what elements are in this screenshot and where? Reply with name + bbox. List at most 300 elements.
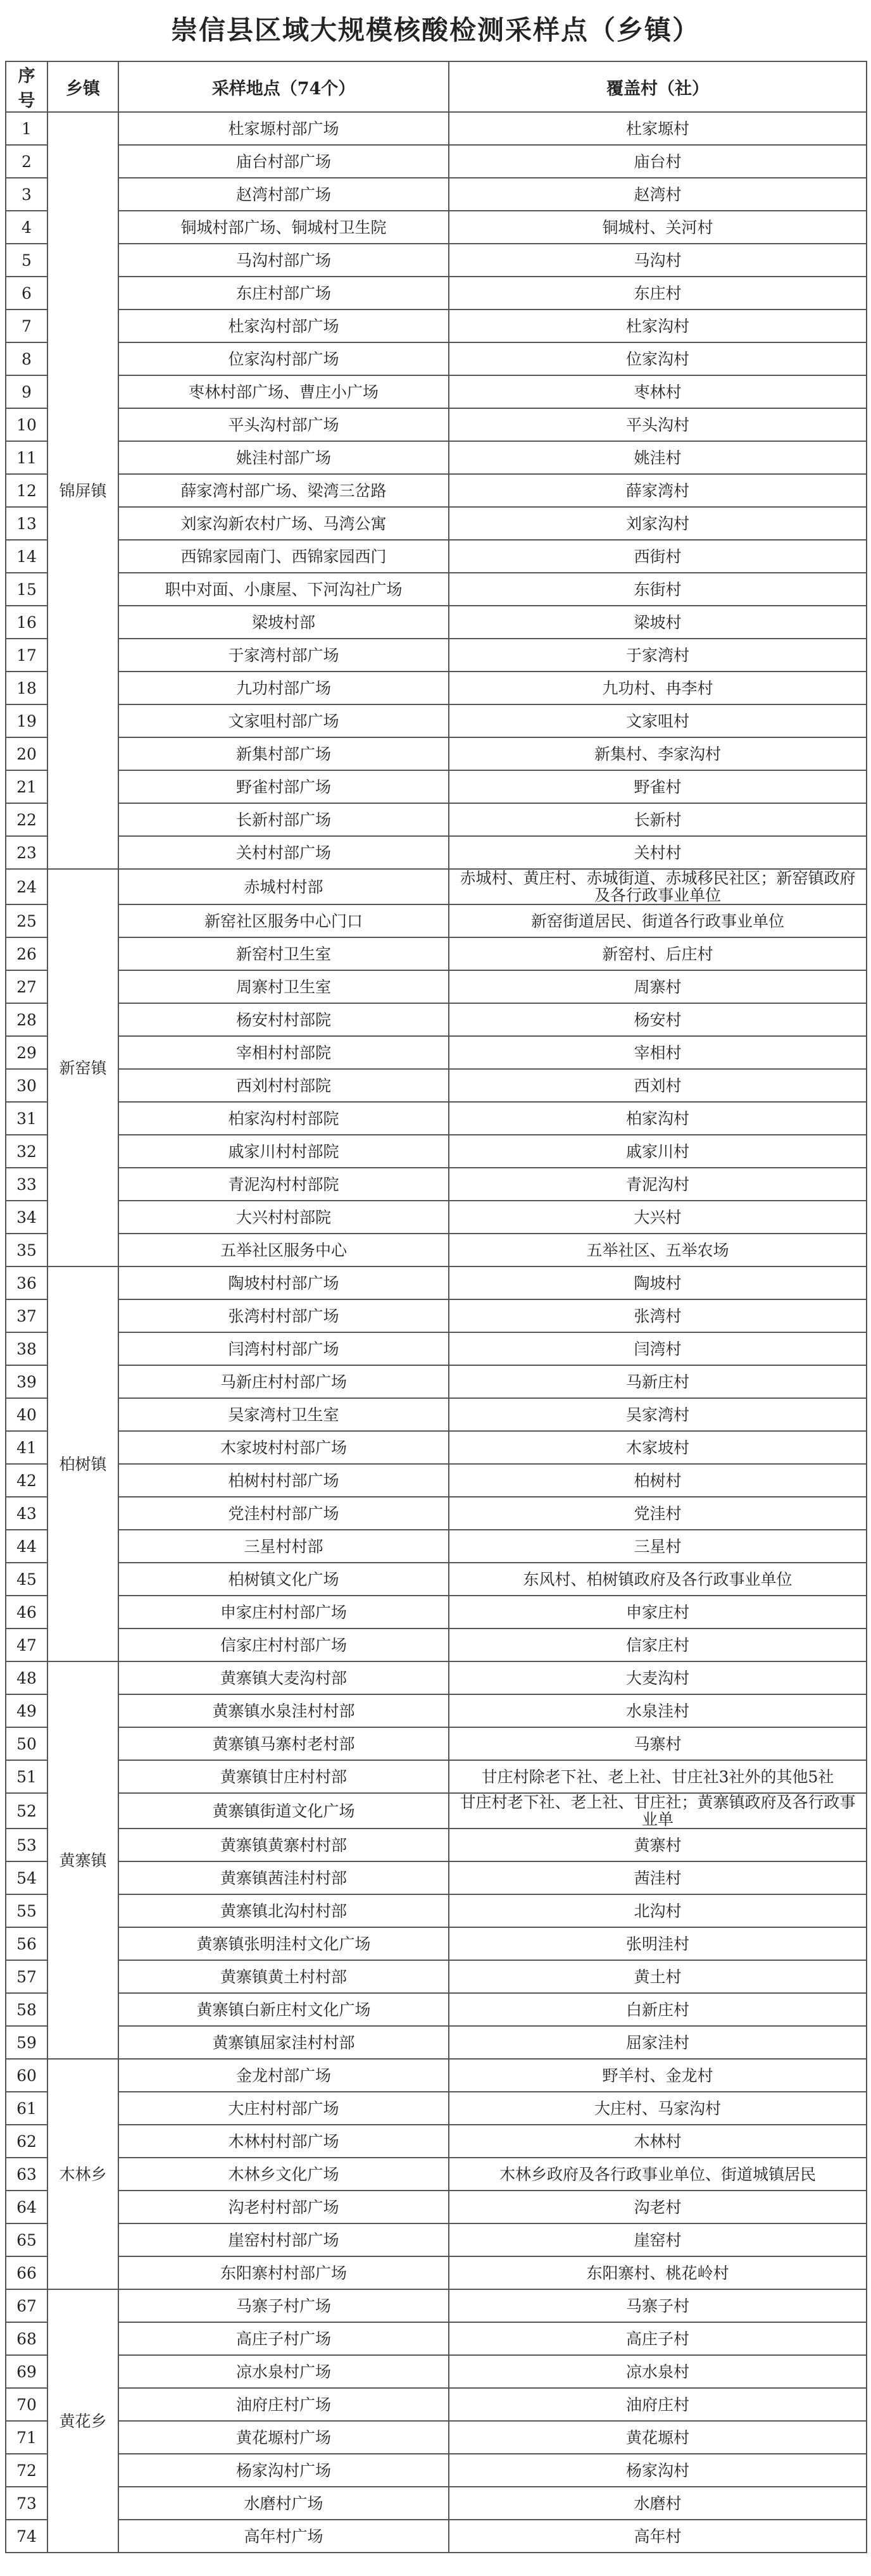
covered-villages: 黄土村: [449, 1960, 867, 1993]
town-name: 新窑镇: [47, 869, 118, 1266]
row-number: 51: [6, 1760, 47, 1793]
covered-villages: 野雀村: [449, 770, 867, 803]
town-name: 柏树镇: [47, 1266, 118, 1661]
row-number: 1: [6, 112, 47, 145]
covered-villages: 三星村: [449, 1530, 867, 1563]
covered-villages: 凉水泉村: [449, 2355, 867, 2388]
table-row: [6, 1861, 867, 1894]
covered-villages: 赵湾村: [449, 178, 867, 211]
sampling-site: 新窑社区服务中心门口: [118, 904, 449, 937]
table-row: [6, 737, 867, 770]
table-row: [6, 1894, 867, 1927]
covered-villages: 梁坡村: [449, 606, 867, 639]
sampling-site: 黄寨镇马寨村老村部: [118, 1727, 449, 1760]
row-number: 37: [6, 1299, 47, 1332]
table-row: [6, 937, 867, 970]
table-row: [6, 1201, 867, 1234]
sampling-site: 枣林村部广场、曹庄小广场: [118, 375, 449, 408]
table-row: [6, 704, 867, 737]
row-number: 59: [6, 2026, 47, 2059]
row-number: 17: [6, 639, 47, 672]
table-row: [6, 2322, 867, 2355]
row-number: 35: [6, 1234, 47, 1266]
table-row: [6, 178, 867, 211]
sampling-site: 申家庄村村部广场: [118, 1596, 449, 1629]
row-number: 72: [6, 2454, 47, 2487]
sampling-site: 梁坡村部: [118, 606, 449, 639]
covered-villages: 北沟村: [449, 1894, 867, 1927]
table-row: [6, 1793, 867, 1829]
table-row: [6, 1829, 867, 1861]
covered-villages: 陶坡村: [449, 1266, 867, 1299]
sampling-site: 三星村村部: [118, 1530, 449, 1563]
sampling-site: 吴家湾村卫生室: [118, 1398, 449, 1431]
table-row: [6, 1661, 867, 1694]
covered-villages: 西街村: [449, 540, 867, 573]
sampling-site: 关村村部广场: [118, 836, 449, 869]
covered-villages: 九功村、冉李村: [449, 672, 867, 704]
sampling-site: 马新庄村村部广场: [118, 1365, 449, 1398]
covered-villages: 新集村、李家沟村: [449, 737, 867, 770]
covered-villages: 柏家沟村: [449, 1102, 867, 1135]
row-number: 46: [6, 1596, 47, 1629]
sampling-site: 青泥沟村村部院: [118, 1168, 449, 1201]
sampling-site: 杜家塬村部广场: [118, 112, 449, 145]
sampling-site: 陶坡村村部广场: [118, 1266, 449, 1299]
table-row: [6, 540, 867, 573]
covered-villages: 高年村: [449, 2520, 867, 2553]
row-number: 67: [6, 2289, 47, 2322]
covered-villages: 杨家沟村: [449, 2454, 867, 2487]
covered-villages: 周寨村: [449, 970, 867, 1003]
sampling-site: 宰相村村部院: [118, 1036, 449, 1069]
covered-villages: 东庄村: [449, 277, 867, 309]
covered-villages: 新窑村、后庄村: [449, 937, 867, 970]
covered-villages: 关村村: [449, 836, 867, 869]
covered-villages: 高庄子村: [449, 2322, 867, 2355]
table-row: [6, 1960, 867, 1993]
row-number: 29: [6, 1036, 47, 1069]
sampling-site: 杨家沟村广场: [118, 2454, 449, 2487]
covered-villages: 庙台村: [449, 145, 867, 178]
covered-villages: 甘庄村老下社、老上社、甘庄社；黄寨镇政府及各行政事业单: [449, 1793, 867, 1829]
table-row: [6, 2289, 867, 2322]
sampling-site: 周寨村卫生室: [118, 970, 449, 1003]
table-row: [6, 770, 867, 803]
row-number: 40: [6, 1398, 47, 1431]
covered-villages: 东街村: [449, 573, 867, 606]
table-row: [6, 1069, 867, 1102]
covered-villages: 杜家沟村: [449, 309, 867, 342]
row-number: 6: [6, 277, 47, 309]
row-number: 14: [6, 540, 47, 573]
row-number: 8: [6, 342, 47, 375]
row-number: 24: [6, 869, 47, 904]
row-number: 16: [6, 606, 47, 639]
sampling-site: 党洼村村部广场: [118, 1497, 449, 1530]
row-number: 56: [6, 1927, 47, 1960]
table-header: [6, 61, 867, 112]
row-number: 21: [6, 770, 47, 803]
row-number: 62: [6, 2125, 47, 2158]
sampling-site: 黄寨镇大麦沟村部: [118, 1661, 449, 1694]
table-row: [6, 573, 867, 606]
sampling-site: 沟老村村部广场: [118, 2191, 449, 2223]
covered-villages: 薛家湾村: [449, 474, 867, 507]
sampling-site: 水磨村广场: [118, 2487, 449, 2520]
row-number: 65: [6, 2223, 47, 2256]
row-number: 39: [6, 1365, 47, 1398]
row-number: 60: [6, 2059, 47, 2092]
row-number: 4: [6, 211, 47, 244]
table-row: [6, 639, 867, 672]
table-row: [6, 408, 867, 441]
row-number: 42: [6, 1464, 47, 1497]
sampling-site: 杜家沟村部广场: [118, 309, 449, 342]
covered-villages: 戚家川村: [449, 1135, 867, 1168]
covered-villages: 闫湾村: [449, 1332, 867, 1365]
sampling-site: 东阳寨村村部广场: [118, 2256, 449, 2289]
covered-villages: 马寨村: [449, 1727, 867, 1760]
row-number: 41: [6, 1431, 47, 1464]
covered-villages: 党洼村: [449, 1497, 867, 1530]
header-town: 乡镇: [47, 61, 118, 112]
sampling-site: 凉水泉村广场: [118, 2355, 449, 2388]
sampling-site: 野雀村部广场: [118, 770, 449, 803]
document-title: 崇信县区域大规模核酸检测采样点（乡镇）: [170, 15, 700, 46]
row-number: 32: [6, 1135, 47, 1168]
table-row: [6, 904, 867, 937]
covered-villages: 柏树村: [449, 1464, 867, 1497]
table-row: [6, 2355, 867, 2388]
table-body: [6, 112, 867, 2553]
table-row: [6, 970, 867, 1003]
covered-villages: 沟老村: [449, 2191, 867, 2223]
table-row: [6, 2421, 867, 2454]
covered-villages: 申家庄村: [449, 1596, 867, 1629]
row-number: 31: [6, 1102, 47, 1135]
table-row: [6, 2158, 867, 2191]
table-row: [6, 606, 867, 639]
table-row: [6, 1497, 867, 1530]
row-number: 71: [6, 2421, 47, 2454]
table-row: [6, 2026, 867, 2059]
row-number: 70: [6, 2388, 47, 2421]
covered-villages: 马寨子村: [449, 2289, 867, 2322]
sampling-site: 柏树村村部广场: [118, 1464, 449, 1497]
covered-villages: 茜洼村: [449, 1861, 867, 1894]
covered-villages: 铜城村、关河村: [449, 211, 867, 244]
sampling-site: 马沟村部广场: [118, 244, 449, 277]
sampling-site: 长新村部广场: [118, 803, 449, 836]
row-number: 50: [6, 1727, 47, 1760]
covered-villages: 大庄村、马家沟村: [449, 2092, 867, 2125]
covered-villages: 赤城村、黄庄村、赤城街道、赤城移民社区；新窑镇政府及各行政事业单位: [449, 869, 867, 904]
sampling-site: 马寨子村广场: [118, 2289, 449, 2322]
table-row: [6, 507, 867, 540]
row-number: 47: [6, 1629, 47, 1661]
covered-villages: 马沟村: [449, 244, 867, 277]
covered-villages: 姚洼村: [449, 441, 867, 474]
sampling-site: 张湾村村部广场: [118, 1299, 449, 1332]
row-number: 13: [6, 507, 47, 540]
sampling-site: 信家庄村村部广场: [118, 1629, 449, 1661]
table-row: [6, 1003, 867, 1036]
sampling-site: 庙台村部广场: [118, 145, 449, 178]
covered-villages: 杜家塬村: [449, 112, 867, 145]
row-number: 30: [6, 1069, 47, 1102]
sampling-site: 戚家川村村部院: [118, 1135, 449, 1168]
sampling-site: 油府庄村广场: [118, 2388, 449, 2421]
header-village: 覆盖村（社）: [449, 61, 867, 112]
sampling-site: 黄寨镇甘庄村村部: [118, 1760, 449, 1793]
sampling-sites-table: [5, 61, 867, 2553]
covered-villages: 文家咀村: [449, 704, 867, 737]
covered-villages: 长新村: [449, 803, 867, 836]
row-number: 10: [6, 408, 47, 441]
row-number: 38: [6, 1332, 47, 1365]
table-row: [6, 2125, 867, 2158]
table-row: [6, 1530, 867, 1563]
row-number: 25: [6, 904, 47, 937]
table-row: [6, 1464, 867, 1497]
table-row: [6, 309, 867, 342]
header-row: [6, 61, 867, 112]
row-number: 55: [6, 1894, 47, 1927]
table-row: [6, 1760, 867, 1793]
town-name: 黄花乡: [47, 2289, 118, 2553]
sampling-site: 黄寨镇街道文化广场: [118, 1793, 449, 1829]
sampling-site: 平头沟村部广场: [118, 408, 449, 441]
sampling-site: 木林乡文化广场: [118, 2158, 449, 2191]
row-number: 53: [6, 1829, 47, 1861]
row-number: 63: [6, 2158, 47, 2191]
row-number: 20: [6, 737, 47, 770]
sampling-site: 柏树镇文化广场: [118, 1563, 449, 1596]
sampling-site: 闫湾村村部广场: [118, 1332, 449, 1365]
row-number: 49: [6, 1694, 47, 1727]
row-number: 7: [6, 309, 47, 342]
table-row: [6, 441, 867, 474]
covered-villages: 于家湾村: [449, 639, 867, 672]
table-row: [6, 1135, 867, 1168]
row-number: 18: [6, 672, 47, 704]
sampling-site: 柏家沟村村部院: [118, 1102, 449, 1135]
sampling-site: 大庄村村部广场: [118, 2092, 449, 2125]
row-number: 2: [6, 145, 47, 178]
table-row: [6, 1398, 867, 1431]
table-row: [6, 1299, 867, 1332]
table-row: [6, 2059, 867, 2092]
sampling-site: 九功村部广场: [118, 672, 449, 704]
table-row: [6, 375, 867, 408]
table-row: [6, 145, 867, 178]
row-number: 44: [6, 1530, 47, 1563]
covered-villages: 信家庄村: [449, 1629, 867, 1661]
covered-villages: 大麦沟村: [449, 1661, 867, 1694]
sampling-site: 于家湾村部广场: [118, 639, 449, 672]
sampling-site: 大兴村村部院: [118, 1201, 449, 1234]
table-row: [6, 2256, 867, 2289]
row-number: 48: [6, 1661, 47, 1694]
covered-villages: 木林村: [449, 2125, 867, 2158]
covered-villages: 水泉洼村: [449, 1694, 867, 1727]
sampling-site: 赤城村村部: [118, 869, 449, 904]
row-number: 23: [6, 836, 47, 869]
sampling-site: 黄寨镇茜洼村村部: [118, 1861, 449, 1894]
covered-villages: 张湾村: [449, 1299, 867, 1332]
row-number: 11: [6, 441, 47, 474]
row-number: 3: [6, 178, 47, 211]
row-number: 19: [6, 704, 47, 737]
covered-villages: 崖窑村: [449, 2223, 867, 2256]
sampling-site: 金龙村部广场: [118, 2059, 449, 2092]
covered-villages: 西刘村: [449, 1069, 867, 1102]
sampling-site: 黄寨镇黄土村村部: [118, 1960, 449, 1993]
row-number: 15: [6, 573, 47, 606]
row-number: 73: [6, 2487, 47, 2520]
header-no: 序号: [6, 61, 47, 112]
covered-villages: 平头沟村: [449, 408, 867, 441]
sampling-site: 铜城村部广场、铜城村卫生院: [118, 211, 449, 244]
table-row: [6, 1431, 867, 1464]
town-name: 锦屏镇: [47, 112, 118, 869]
table-row: [6, 1694, 867, 1727]
sampling-site: 黄寨镇张明洼村文化广场: [118, 1927, 449, 1960]
sampling-site: 木家坡村村部广场: [118, 1431, 449, 1464]
covered-villages: 油府庄村: [449, 2388, 867, 2421]
covered-villages: 枣林村: [449, 375, 867, 408]
covered-villages: 东阳寨村、桃花岭村: [449, 2256, 867, 2289]
header-site: 采样地点（74个）: [118, 61, 449, 112]
sampling-site: 黄花塬村广场: [118, 2421, 449, 2454]
table-row: [6, 2092, 867, 2125]
row-number: 26: [6, 937, 47, 970]
sampling-site: 文家咀村部广场: [118, 704, 449, 737]
row-number: 58: [6, 1993, 47, 2026]
town-name: 黄寨镇: [47, 1661, 118, 2059]
sampling-site: 黄寨镇黄寨村村部: [118, 1829, 449, 1861]
table-row: [6, 1332, 867, 1365]
table-row: [6, 1563, 867, 1596]
sampling-site: 高庄子村广场: [118, 2322, 449, 2355]
covered-villages: 马新庄村: [449, 1365, 867, 1398]
sampling-site: 新集村部广场: [118, 737, 449, 770]
sampling-site: 杨安村村部院: [118, 1003, 449, 1036]
sampling-site: 黄寨镇屈家洼村村部: [118, 2026, 449, 2059]
covered-villages: 大兴村: [449, 1201, 867, 1234]
table-row: [6, 244, 867, 277]
table-row: [6, 672, 867, 704]
table-row: [6, 1365, 867, 1398]
table-row: [6, 211, 867, 244]
covered-villages: 吴家湾村: [449, 1398, 867, 1431]
row-number: 12: [6, 474, 47, 507]
sampling-site: 高年村广场: [118, 2520, 449, 2553]
sampling-site: 木林村村部广场: [118, 2125, 449, 2158]
row-number: 36: [6, 1266, 47, 1299]
covered-villages: 新窑街道居民、街道各行政事业单位: [449, 904, 867, 937]
table-row: [6, 1266, 867, 1299]
sampling-site: 黄寨镇北沟村村部: [118, 1894, 449, 1927]
row-number: 64: [6, 2191, 47, 2223]
sampling-site: 赵湾村部广场: [118, 178, 449, 211]
row-number: 43: [6, 1497, 47, 1530]
row-number: 52: [6, 1793, 47, 1829]
table-row: [6, 869, 867, 904]
covered-villages: 甘庄村除老下社、老上社、甘庄社3社外的其他5社: [449, 1760, 867, 1793]
row-number: 27: [6, 970, 47, 1003]
town-name: 木林乡: [47, 2059, 118, 2289]
table-row: [6, 836, 867, 869]
table-row: [6, 1927, 867, 1960]
covered-villages: 木林乡政府及各行政事业单位、街道城镇居民: [449, 2158, 867, 2191]
covered-villages: 刘家沟村: [449, 507, 867, 540]
row-number: 22: [6, 803, 47, 836]
table-row: [6, 2191, 867, 2223]
row-number: 5: [6, 244, 47, 277]
table-row: [6, 1727, 867, 1760]
row-number: 61: [6, 2092, 47, 2125]
sampling-site: 薛家湾村部广场、梁湾三岔路: [118, 474, 449, 507]
table-row: [6, 2487, 867, 2520]
sampling-site: 位家沟村部广场: [118, 342, 449, 375]
table-row: [6, 1102, 867, 1135]
sampling-site: 东庄村部广场: [118, 277, 449, 309]
sampling-site: 新窑村卫生室: [118, 937, 449, 970]
covered-villages: 黄寨村: [449, 1829, 867, 1861]
row-number: 9: [6, 375, 47, 408]
covered-villages: 黄花塬村: [449, 2421, 867, 2454]
covered-villages: 白新庄村: [449, 1993, 867, 2026]
row-number: 28: [6, 1003, 47, 1036]
table-row: [6, 1168, 867, 1201]
table-row: [6, 474, 867, 507]
row-number: 45: [6, 1563, 47, 1596]
table-row: [6, 1629, 867, 1661]
sampling-site: 西刘村村部院: [118, 1069, 449, 1102]
table-row: [6, 1993, 867, 2026]
covered-villages: 五举社区、五举农场: [449, 1234, 867, 1266]
table-row: [6, 1234, 867, 1266]
table-row: [6, 2520, 867, 2553]
table-row: [6, 342, 867, 375]
covered-villages: 木家坡村: [449, 1431, 867, 1464]
covered-villages: 位家沟村: [449, 342, 867, 375]
table-row: [6, 803, 867, 836]
table-row: [6, 2223, 867, 2256]
sampling-site: 西锦家园南门、西锦家园西门: [118, 540, 449, 573]
row-number: 68: [6, 2322, 47, 2355]
table-row: [6, 277, 867, 309]
sampling-site: 崖窑村村部广场: [118, 2223, 449, 2256]
sampling-site: 姚洼村部广场: [118, 441, 449, 474]
covered-villages: 杨安村: [449, 1003, 867, 1036]
row-number: 54: [6, 1861, 47, 1894]
sampling-site: 黄寨镇水泉洼村村部: [118, 1694, 449, 1727]
row-number: 34: [6, 1201, 47, 1234]
covered-villages: 水磨村: [449, 2487, 867, 2520]
row-number: 66: [6, 2256, 47, 2289]
table-row: [6, 1596, 867, 1629]
sampling-site: 刘家沟新农村广场、马湾公寓: [118, 507, 449, 540]
covered-villages: 屈家洼村: [449, 2026, 867, 2059]
sampling-site: 五举社区服务中心: [118, 1234, 449, 1266]
covered-villages: 青泥沟村: [449, 1168, 867, 1201]
covered-villages: 野羊村、金龙村: [449, 2059, 867, 2092]
row-number: 74: [6, 2520, 47, 2553]
table-row: [6, 1036, 867, 1069]
